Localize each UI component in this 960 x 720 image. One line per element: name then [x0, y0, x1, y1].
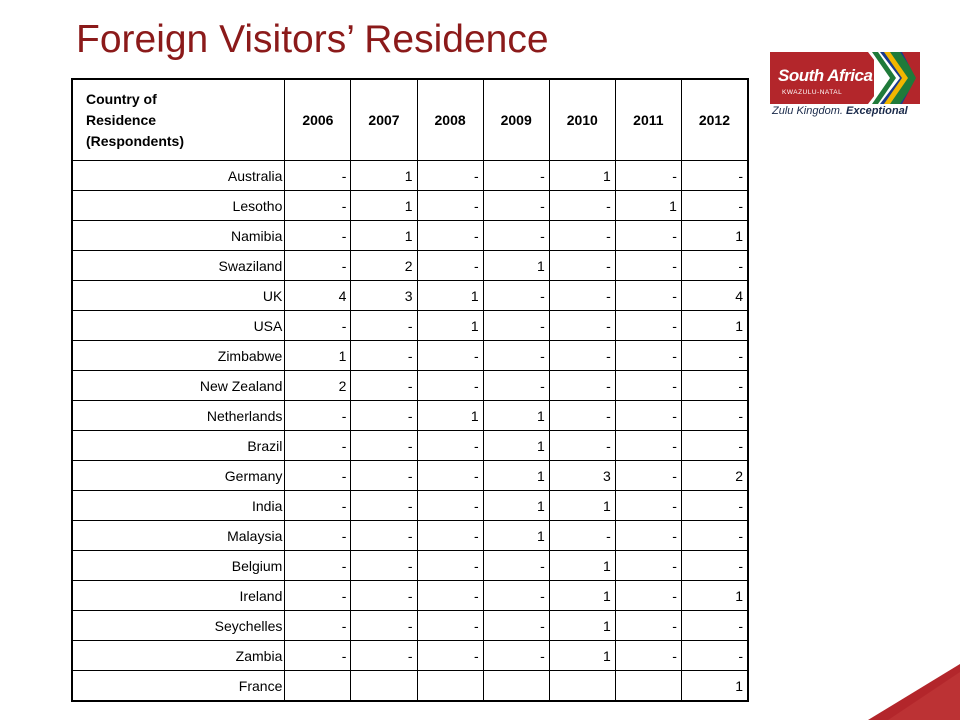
value-cell-2010: 1: [549, 581, 615, 611]
value-cell-2012: -: [681, 491, 748, 521]
value-cell-2011: -: [615, 491, 681, 521]
value-cell-2012: 1: [681, 221, 748, 251]
logo-tagline-lead: Zulu Kingdom.: [772, 105, 843, 117]
value-cell-2009: 1: [483, 251, 549, 281]
value-cell-2011: [615, 671, 681, 702]
value-cell-2008: -: [417, 581, 483, 611]
country-cell: Zimbabwe: [72, 341, 285, 371]
table-row: [72, 611, 748, 641]
value-cell-2009: -: [483, 191, 549, 221]
value-cell-2009: -: [483, 161, 549, 191]
value-cell-2008: -: [417, 341, 483, 371]
value-cell-2009: -: [483, 581, 549, 611]
value-cell-2008: -: [417, 221, 483, 251]
table-row: [72, 251, 748, 281]
logo-tagline-bold: Exceptional: [846, 105, 908, 117]
country-cell: Belgium: [72, 551, 285, 581]
value-cell-2010: 1: [549, 161, 615, 191]
country-cell: New Zealand: [72, 371, 285, 401]
value-cell-2006: -: [285, 251, 351, 281]
value-cell-2010: 1: [549, 641, 615, 671]
value-cell-2011: -: [615, 311, 681, 341]
value-cell-2011: 1: [615, 191, 681, 221]
value-cell-2009: -: [483, 371, 549, 401]
value-cell-2008: -: [417, 461, 483, 491]
value-cell-2012: -: [681, 191, 748, 221]
country-header-line3: (Respondents): [86, 132, 184, 149]
value-cell-2008: -: [417, 521, 483, 551]
slide-title: Foreign Visitors’ Residence: [76, 18, 549, 61]
value-cell-2006: -: [285, 491, 351, 521]
value-cell-2011: -: [615, 551, 681, 581]
value-cell-2007: -: [351, 461, 417, 491]
value-cell-2007: -: [351, 551, 417, 581]
value-cell-2011: -: [615, 611, 681, 641]
value-cell-2007: -: [351, 581, 417, 611]
value-cell-2012: -: [681, 641, 748, 671]
value-cell-2008: -: [417, 191, 483, 221]
value-cell-2008: -: [417, 551, 483, 581]
value-cell-2011: -: [615, 341, 681, 371]
value-cell-2012: -: [681, 551, 748, 581]
value-cell-2010: -: [549, 401, 615, 431]
table-row: [72, 581, 748, 611]
year-header-2009: 2009: [483, 79, 549, 161]
country-header-line2: Residence: [86, 111, 157, 128]
value-cell-2012: -: [681, 401, 748, 431]
value-cell-2006: -: [285, 581, 351, 611]
value-cell-2011: -: [615, 581, 681, 611]
table-row: [72, 491, 748, 521]
value-cell-2008: -: [417, 251, 483, 281]
value-cell-2011: -: [615, 461, 681, 491]
value-cell-2008: 1: [417, 401, 483, 431]
value-cell-2006: -: [285, 611, 351, 641]
year-header-2011: 2011: [615, 79, 681, 161]
country-header-line1: Country of: [86, 90, 157, 107]
kzn-tourism-logo: [770, 52, 920, 124]
country-cell: Namibia: [72, 221, 285, 251]
table-row: [72, 341, 748, 371]
value-cell-2006: -: [285, 221, 351, 251]
value-cell-2010: [549, 671, 615, 702]
table-row: [72, 551, 748, 581]
value-cell-2011: -: [615, 251, 681, 281]
country-cell: Swaziland: [72, 251, 285, 281]
value-cell-2009: -: [483, 641, 549, 671]
table-row: [72, 161, 748, 191]
value-cell-2007: 1: [351, 191, 417, 221]
value-cell-2008: -: [417, 161, 483, 191]
value-cell-2010: 1: [549, 551, 615, 581]
value-cell-2011: -: [615, 281, 681, 311]
value-cell-2009: -: [483, 311, 549, 341]
table-header-row: [72, 79, 748, 161]
value-cell-2012: 2: [681, 461, 748, 491]
value-cell-2010: 1: [549, 491, 615, 521]
value-cell-2007: -: [351, 341, 417, 371]
value-cell-2010: -: [549, 341, 615, 371]
value-cell-2009: 1: [483, 401, 549, 431]
country-cell: Lesotho: [72, 191, 285, 221]
value-cell-2006: -: [285, 401, 351, 431]
year-header-2007: 2007: [351, 79, 417, 161]
value-cell-2007: -: [351, 611, 417, 641]
value-cell-2007: -: [351, 371, 417, 401]
value-cell-2008: -: [417, 491, 483, 521]
value-cell-2007: 1: [351, 161, 417, 191]
value-cell-2006: 1: [285, 341, 351, 371]
value-cell-2012: -: [681, 251, 748, 281]
residence-table: [71, 78, 749, 702]
value-cell-2006: -: [285, 521, 351, 551]
value-cell-2007: 3: [351, 281, 417, 311]
value-cell-2009: 1: [483, 521, 549, 551]
value-cell-2008: -: [417, 611, 483, 641]
value-cell-2009: 1: [483, 491, 549, 521]
table-row: [72, 521, 748, 551]
value-cell-2007: 2: [351, 251, 417, 281]
value-cell-2010: -: [549, 311, 615, 341]
value-cell-2008: 1: [417, 281, 483, 311]
value-cell-2012: 1: [681, 671, 748, 702]
value-cell-2009: -: [483, 341, 549, 371]
value-cell-2012: -: [681, 161, 748, 191]
table-row: [72, 641, 748, 671]
year-header-2010: 2010: [549, 79, 615, 161]
table-row: [72, 461, 748, 491]
value-cell-2010: -: [549, 251, 615, 281]
value-cell-2010: 3: [549, 461, 615, 491]
country-cell: Germany: [72, 461, 285, 491]
value-cell-2008: [417, 671, 483, 702]
value-cell-2007: 1: [351, 221, 417, 251]
value-cell-2012: -: [681, 341, 748, 371]
value-cell-2009: [483, 671, 549, 702]
country-cell: USA: [72, 311, 285, 341]
logo-region-text: KWAZULU-NATAL: [782, 89, 843, 96]
value-cell-2007: -: [351, 521, 417, 551]
value-cell-2008: 1: [417, 311, 483, 341]
country-column-header: [72, 79, 285, 161]
value-cell-2009: -: [483, 611, 549, 641]
value-cell-2006: -: [285, 311, 351, 341]
table-row: [72, 401, 748, 431]
country-cell: Brazil: [72, 431, 285, 461]
value-cell-2010: -: [549, 371, 615, 401]
value-cell-2012: 4: [681, 281, 748, 311]
value-cell-2007: -: [351, 641, 417, 671]
value-cell-2006: [285, 671, 351, 702]
value-cell-2012: -: [681, 431, 748, 461]
value-cell-2011: -: [615, 161, 681, 191]
value-cell-2008: -: [417, 431, 483, 461]
value-cell-2010: -: [549, 191, 615, 221]
country-cell: Zambia: [72, 641, 285, 671]
logo-brand-text: South Africa: [778, 66, 873, 85]
year-header-2008: 2008: [417, 79, 483, 161]
table-row: [72, 431, 748, 461]
value-cell-2006: -: [285, 641, 351, 671]
value-cell-2007: -: [351, 401, 417, 431]
value-cell-2006: 4: [285, 281, 351, 311]
value-cell-2009: -: [483, 281, 549, 311]
value-cell-2007: [351, 671, 417, 702]
value-cell-2012: -: [681, 371, 748, 401]
table-row: [72, 281, 748, 311]
table-row: [72, 371, 748, 401]
logo-tagline: [772, 105, 908, 117]
country-cell: Seychelles: [72, 611, 285, 641]
value-cell-2009: 1: [483, 431, 549, 461]
table-row: [72, 311, 748, 341]
value-cell-2009: -: [483, 551, 549, 581]
value-cell-2009: 1: [483, 461, 549, 491]
country-cell: India: [72, 491, 285, 521]
value-cell-2012: -: [681, 611, 748, 641]
value-cell-2006: 2: [285, 371, 351, 401]
corner-decoration: [868, 664, 960, 720]
country-cell: Malaysia: [72, 521, 285, 551]
table-body: [72, 161, 748, 702]
value-cell-2011: -: [615, 521, 681, 551]
value-cell-2011: -: [615, 431, 681, 461]
country-cell: UK: [72, 281, 285, 311]
value-cell-2011: -: [615, 371, 681, 401]
value-cell-2010: -: [549, 431, 615, 461]
value-cell-2008: -: [417, 641, 483, 671]
value-cell-2008: -: [417, 371, 483, 401]
country-cell: Ireland: [72, 581, 285, 611]
value-cell-2006: -: [285, 431, 351, 461]
value-cell-2006: -: [285, 191, 351, 221]
country-cell: Australia: [72, 161, 285, 191]
value-cell-2010: -: [549, 521, 615, 551]
value-cell-2007: -: [351, 311, 417, 341]
value-cell-2010: 1: [549, 611, 615, 641]
table-row: [72, 191, 748, 221]
value-cell-2011: -: [615, 401, 681, 431]
value-cell-2012: 1: [681, 311, 748, 341]
value-cell-2011: -: [615, 641, 681, 671]
value-cell-2010: -: [549, 281, 615, 311]
value-cell-2006: -: [285, 461, 351, 491]
value-cell-2012: 1: [681, 581, 748, 611]
year-header-2006: 2006: [285, 79, 351, 161]
table-row: [72, 221, 748, 251]
value-cell-2007: -: [351, 491, 417, 521]
value-cell-2010: -: [549, 221, 615, 251]
year-header-2012: 2012: [681, 79, 748, 161]
value-cell-2012: -: [681, 521, 748, 551]
value-cell-2009: -: [483, 221, 549, 251]
value-cell-2007: -: [351, 431, 417, 461]
country-cell: France: [72, 671, 285, 702]
table-row: [72, 671, 748, 702]
value-cell-2006: -: [285, 161, 351, 191]
value-cell-2006: -: [285, 551, 351, 581]
value-cell-2011: -: [615, 221, 681, 251]
country-cell: Netherlands: [72, 401, 285, 431]
